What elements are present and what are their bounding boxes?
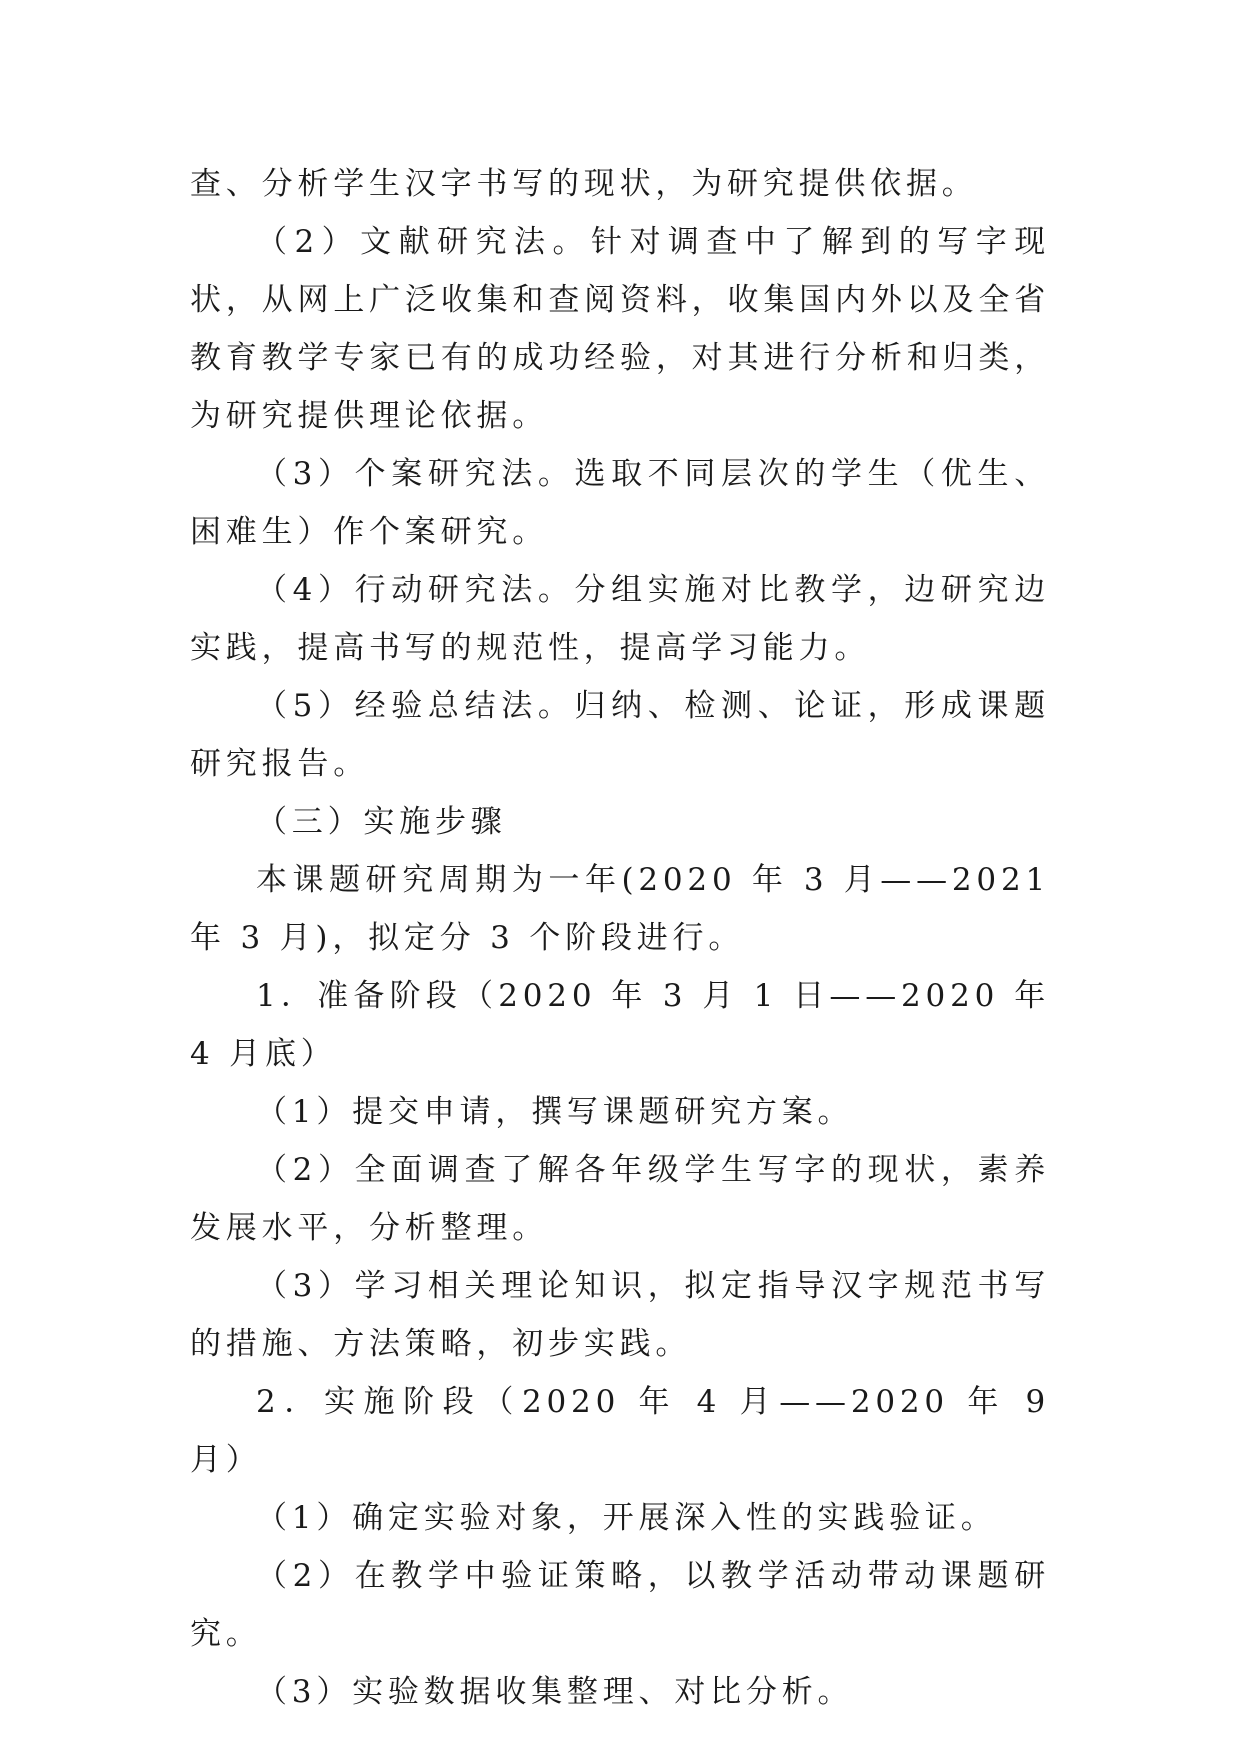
- paragraph-continuation: 查、分析学生汉字书写的现状，为研究提供依据。: [190, 166, 978, 202]
- paragraph-method-experience-summary: （5）经验总结法。归纳、检测、论证，形成课题研究报告。: [190, 688, 1050, 782]
- paragraph-method-case-study: （3）个案研究法。选取不同层次的学生（优生、困难生）作个案研究。: [190, 456, 1050, 550]
- list-item-prep-3: （3）学习相关理论知识，拟定指导汉字规范书写的措施、方法策略，初步实践。: [190, 1268, 1050, 1362]
- list-item-prep-2: （2）全面调查了解各年级学生写字的现状，素养发展水平，分析整理。: [190, 1152, 1050, 1246]
- list-item-impl-3: （3）实验数据收集整理、对比分析。: [256, 1674, 854, 1710]
- document-body: [190, 155, 1050, 1721]
- stage-heading-preparation: 1．准备阶段（2020 年 3 月 1 日——2020 年 4 月底）: [190, 978, 1050, 1072]
- list-item-prep-1: （1）提交申请，撰写课题研究方案。: [256, 1094, 854, 1130]
- list-item-impl-2: （2）在教学中验证策略，以教学活动带动课题研究。: [190, 1558, 1050, 1652]
- list-item-impl-1: （1）确定实验对象，开展深入性的实践验证。: [256, 1500, 997, 1536]
- paragraph-research-period: 本课题研究周期为一年(2020 年 3 月——2021 年 3 月)，拟定分 3 个阶段进行。: [190, 862, 1050, 956]
- paragraph-method-action-research: （4）行动研究法。分组实施对比教学，边研究边实践，提高书写的规范性，提高学习能力。: [190, 572, 1050, 666]
- stage-heading-implementation: 2．实施阶段（2020 年 4 月——2020 年 9 月）: [190, 1384, 1050, 1478]
- section-heading-implementation-steps: （三）实施步骤: [256, 804, 507, 840]
- paragraph-method-literature: （2）文献研究法。针对调查中了解到的写字现状，从网上广泛收集和查阅资料，收集国内外以及全省教育教学专家已有的成功经验，对其进行分析和归类，为研究提供理论依据。: [190, 224, 1050, 434]
